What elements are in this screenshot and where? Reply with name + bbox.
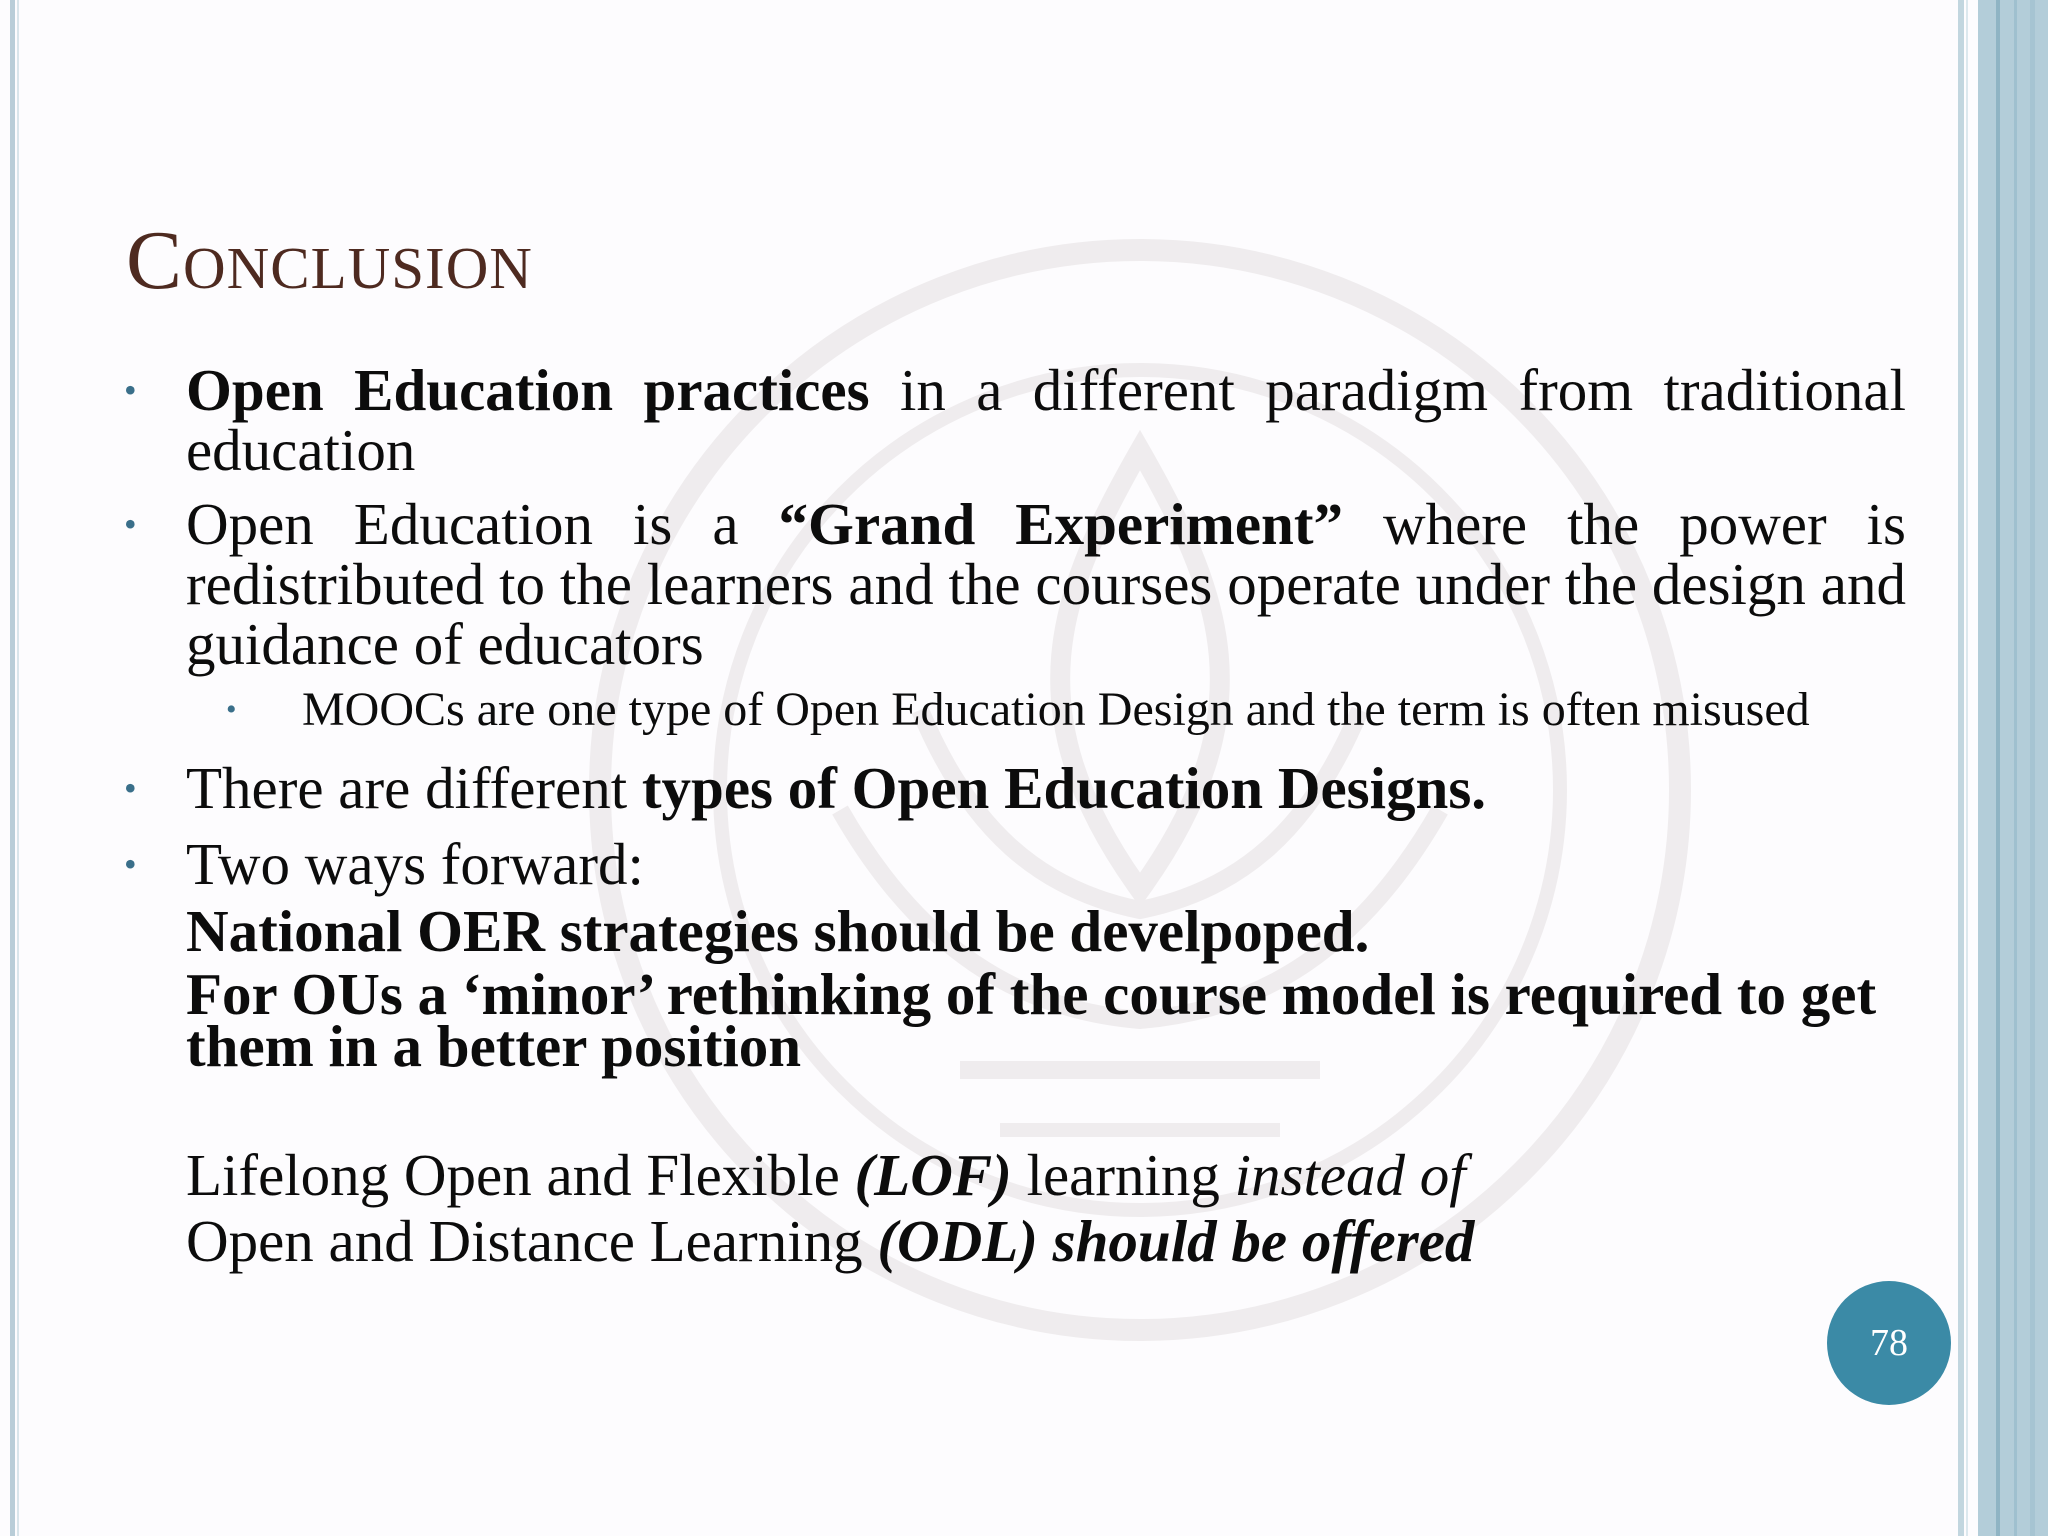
bullet-text: Open Education is a <box>186 491 779 557</box>
sub-bullet-text: MOOCs are one type of Open Education Design and the term is often misused <box>302 683 1810 736</box>
page-number-badge: 78 <box>1827 1281 1951 1405</box>
bullet-text: There are different <box>186 755 642 821</box>
right-frame-stripe <box>1996 0 2000 1536</box>
right-frame-stripe <box>2030 0 2035 1536</box>
bullet-item <box>120 755 1906 821</box>
closing-lof: (LOF) <box>854 1142 1012 1208</box>
left-frame-line <box>10 0 15 1536</box>
right-frame-stripe <box>2014 0 2017 1536</box>
bullet-item <box>120 831 1906 897</box>
slide-body <box>120 357 1906 1274</box>
bullet-bold: types of Open Education Designs. <box>641 755 1487 821</box>
closing-odl: (ODL) should be offered <box>877 1208 1475 1274</box>
forward-line-2 <box>120 961 1906 1079</box>
bullet-item <box>120 357 1906 483</box>
forward-line-1-text: National OER strategies should be develpoped. <box>186 898 1370 964</box>
bullet-bold: “Grand Experiment” <box>778 491 1343 557</box>
closing-statement <box>120 1142 1906 1274</box>
left-frame-line-thin <box>17 0 19 1536</box>
forward-line-2-text: For OUs a ‘minor’ rethinking of the course model is required to get them in a better position <box>186 961 1877 1079</box>
closing-text: learning <box>1011 1142 1235 1208</box>
bullet-item <box>120 491 1906 677</box>
slide-title: Conclusion <box>126 214 533 307</box>
bullet-text: in a different paradigm from traditional education <box>186 357 1906 483</box>
bullet-text: where the power is redistributed to the learners and the courses operate under the design and guidance of educators <box>186 491 1906 677</box>
bullet-dot-icon: • <box>124 844 137 884</box>
bullet-dot-icon: • <box>124 370 137 410</box>
forward-line-1 <box>120 898 1906 964</box>
bullet-dot-icon: • <box>124 768 137 808</box>
bullet-dot-icon: • <box>124 504 137 544</box>
closing-text: Open and Distance Learning <box>186 1208 878 1274</box>
bullet-bold-lead: Open Education practices <box>186 357 870 423</box>
sub-bullet-dot-icon: • <box>226 693 237 726</box>
bullet-text: Two ways forward: <box>186 831 644 897</box>
closing-instead-of: instead of <box>1234 1142 1466 1208</box>
right-frame-band <box>1978 0 2048 1536</box>
right-frame-line <box>1958 0 1964 1536</box>
sub-bullet-item <box>120 684 1906 736</box>
closing-text: Lifelong Open and Flexible <box>186 1142 855 1208</box>
right-frame-line-thin <box>1966 0 1968 1536</box>
